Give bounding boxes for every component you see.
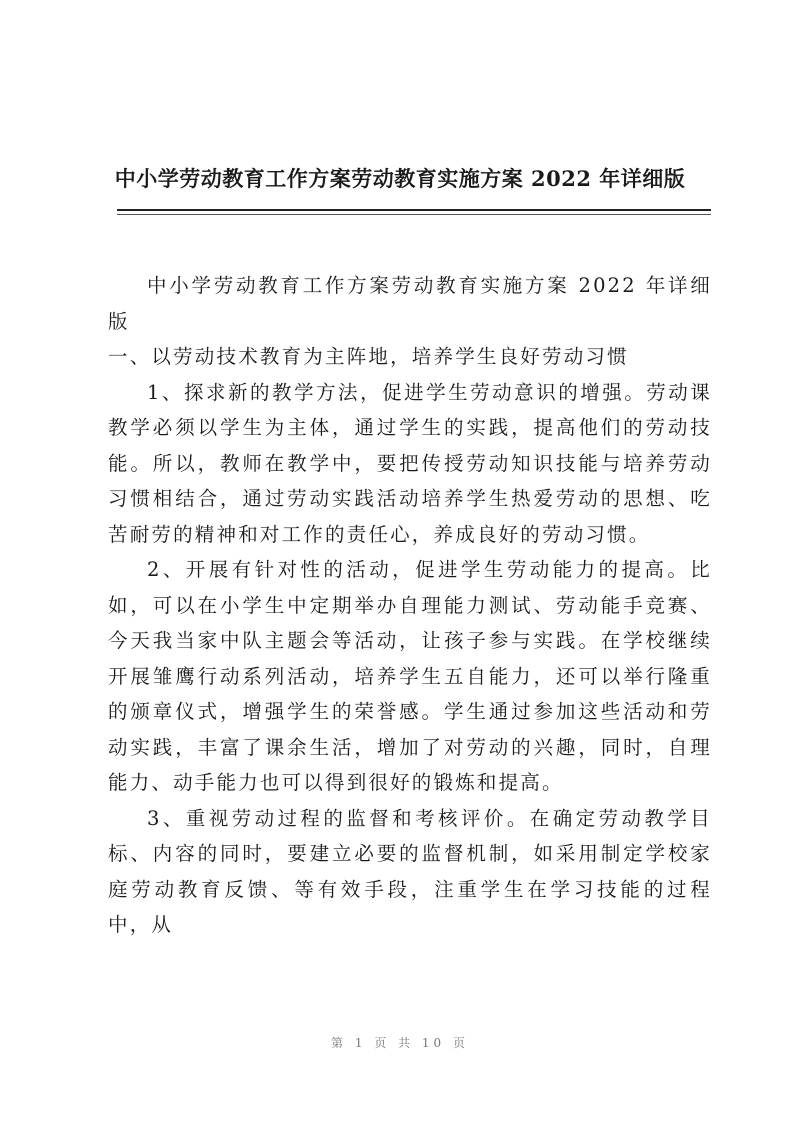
intro-paragraph: 中小学劳动教育工作方案劳动教育实施方案 2022 年详细版: [108, 274, 712, 333]
title-divider-thin: [117, 214, 711, 215]
section-heading: 一、以劳动技术教育为主阵地，培养学生良好劳动习惯: [108, 345, 629, 368]
body-paragraph-2: 2、开展有针对性的活动，促进学生劳动能力的提高。比如，可以在小学生中定期举办自理能力测试、劳动能手竞赛、今天我当家中队主题会等活动，让孩子参与实践。在学校继续开展雏鹰行动系列活动，培养学生五自能力，还可以举行隆重的颁章仪式，增强学生的荣誉感。学生通过参加这些活动和劳动实践，丰富了课余生活，增加了对劳动的兴趣，同时，自理能力、动手能力也可以得到很好的锻炼和提高。: [108, 558, 712, 794]
body-paragraph-1: 1、探求新的教学方法，促进学生劳动意识的增强。劳动课教学必须以学生为主体，通过学生的实践，提高他们的劳动技能。所以，教师在教学中，要把传授劳动知识技能与培养劳动习惯相结合，通过劳动实践活动培养学生热爱劳动的思想、吃苦耐劳的精神和对工作的责任心，养成良好的劳动习惯。: [108, 380, 712, 546]
title-divider: [117, 209, 711, 211]
document-body: [108, 268, 712, 943]
page-number-footer: 第 1 页 共 10 页: [331, 1036, 469, 1050]
body-paragraph-3: 3、重视劳动过程的监督和考核评价。在确定劳动教学目标、内容的同时，要建立必要的监督机制，如采用制定学校家庭劳动教育反馈、等有效手段，注重学生在学习技能的过程中，从: [108, 806, 712, 936]
page-title: 中小学劳动教育工作方案劳动教育实施方案 2022 年详细版: [114, 166, 686, 191]
